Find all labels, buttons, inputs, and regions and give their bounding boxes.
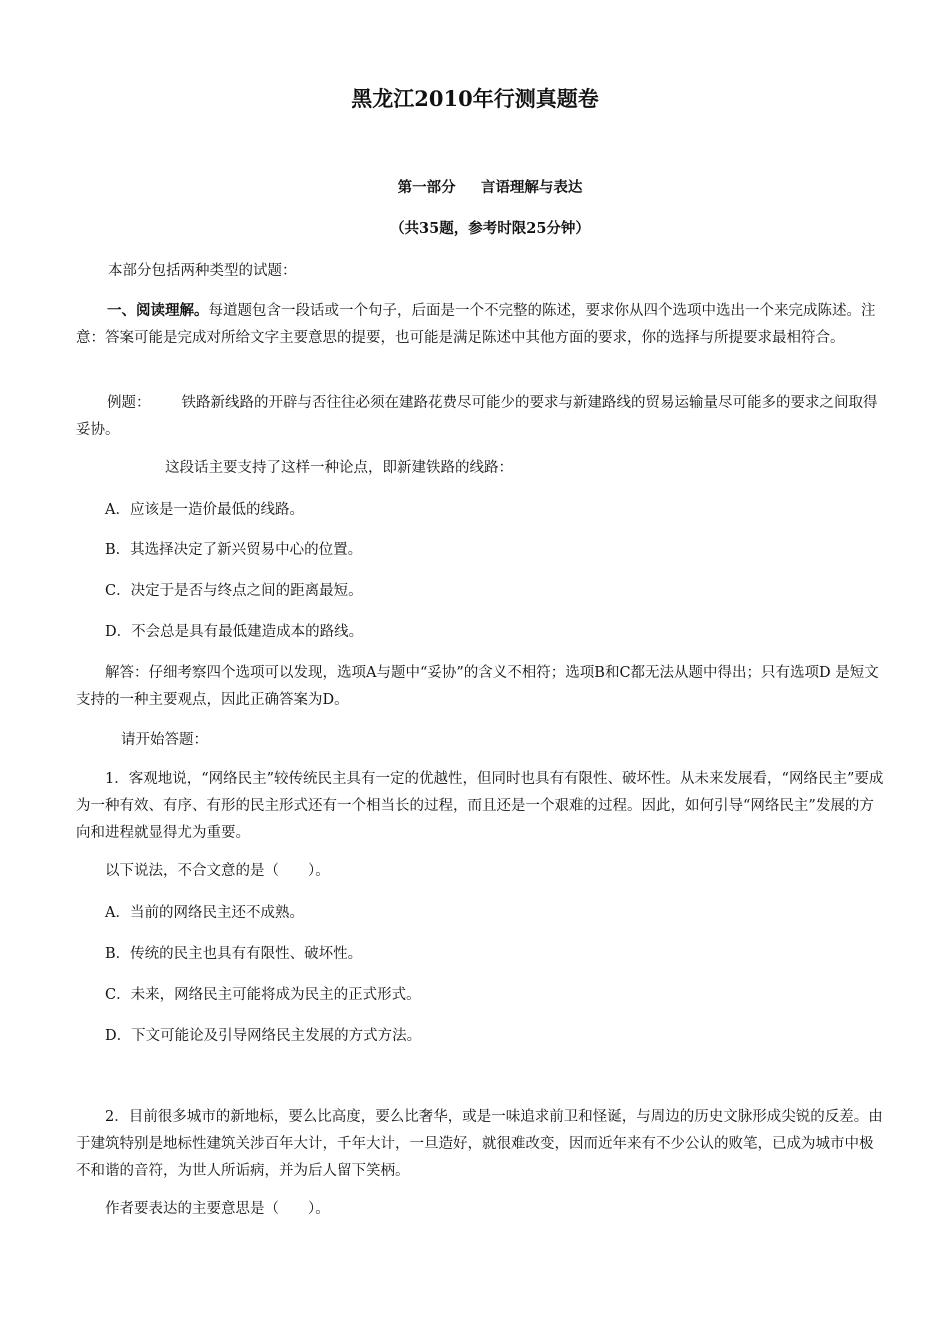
question-1-text: 1．客观地说，“网络民主”较传统民主具有一定的优越性，但同时也具有有限性、破坏性。从未来发展看，“网络民主”要成为一种有效、有序、有形的民主形式还有一个相当长的过程，而且还是一个艰难的过程。因此，如何引导“网络民主”发展的方向和进程就显得尤为重要。 [76, 771, 884, 841]
document-title: 黑龙江2010年行测真题卷 [351, 86, 599, 111]
answer-paragraph: 解答：仔细考察四个选项可以发现，选项A与题中“妥协”的含义不相符；选项B和C都无法从题中得出；只有选项D 是短文支持的一种主要观点，因此正确答案为D。 [76, 665, 879, 708]
question-2-text: 2．目前很多城市的新地标，要么比高度，要么比奢华，或是一味追求前卫和怪诞，与周边的历史文脉形成尖锐的反差。由于建筑特别是地标性建筑关涉百年大计，千年大计，一旦造好，就很难改变，因而近年来有不少公认的败笔，已成为城市中极不和谐的音符，为世人所诟病，并为后人留下笑柄。 [76, 1109, 883, 1179]
question-2-prompt: 作者要表达的主要意思是（ ）。 [105, 1201, 330, 1217]
intro-paragraph: 本部分包括两种类型的试题： [108, 263, 297, 279]
question-1-prompt: 以下说法，不合文意的是（ ）。 [105, 863, 330, 879]
section1-text: 每道题包含一段话或一个句子，后面是一个不完整的陈述，要求你从四个选项中选出一个来完成陈述。注意：答案可能是完成对所给文字主要意思的提要，也可能是满足陈述中其他方面的要求，你的选择与所提要求最相符合。 [76, 303, 876, 346]
example-paragraph [76, 390, 886, 444]
example-option-a: A．应该是一造价最低的线路。 [105, 502, 304, 518]
example-question: 这段话主要支持了这样一种论点，即新建铁路的线路： [165, 460, 513, 476]
example-option-b: B．其选择决定了新兴贸易中心的位置。 [105, 542, 363, 558]
example-text: 铁路新线路的开辟与否往往必须在建路花费尽可能少的要求与新建路线的贸易运输量尽可能多的要求之间取得妥协。 [76, 395, 878, 438]
example-option-c: C．决定于是否与终点之间的距离最短。 [105, 583, 363, 599]
question-1-option-c: C．未来，网络民主可能将成为民主的正式形式。 [105, 987, 421, 1003]
section1-paragraph [76, 297, 886, 352]
part-subtitle: （共35题，参考时限25分钟） [390, 220, 590, 237]
example-label: 例题： [107, 395, 151, 411]
question-1-option-b: B．传统的民主也具有有限性、破坏性。 [105, 946, 363, 962]
start-instruction: 请开始答题： [121, 732, 208, 748]
question-1-option-d: D．下文可能论及引导网络民主发展的方式方法。 [105, 1028, 422, 1044]
section1-heading: 一、阅读理解。 [107, 302, 209, 319]
part-title: 第一部分 言语理解与表达 [397, 179, 583, 196]
question-1-option-a: A．当前的网络民主还不成熟。 [105, 905, 304, 921]
example-option-d: D．不会总是具有最低建造成本的路线。 [105, 624, 364, 640]
